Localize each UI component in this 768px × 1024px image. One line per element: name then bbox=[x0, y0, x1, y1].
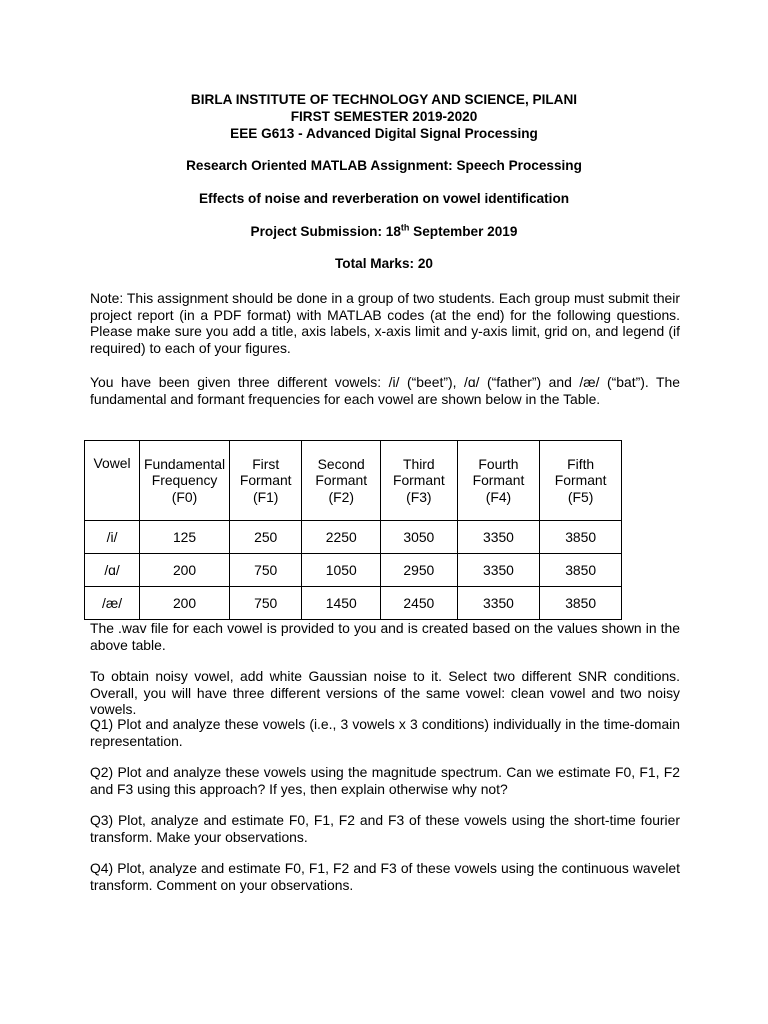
question-text: Q3) Plot, analyze and estimate F0, F1, F2 and F3 of these vowels using the short-time fourier transform. Make your observations. bbox=[90, 812, 680, 845]
table-cell: 3850 bbox=[540, 521, 622, 554]
table-row bbox=[85, 554, 622, 587]
table-cell: 200 bbox=[140, 587, 230, 620]
note-paragraph bbox=[90, 290, 680, 356]
table-cell: 200 bbox=[140, 554, 230, 587]
assignment-title: Research Oriented MATLAB Assignment: Speech Processing bbox=[186, 158, 582, 173]
table-cell: /æ/ bbox=[85, 587, 140, 620]
question-3 bbox=[90, 812, 680, 845]
question-2 bbox=[90, 764, 680, 797]
header-cell-vowel: Vowel bbox=[85, 441, 140, 521]
table-cell: 3350 bbox=[457, 587, 540, 620]
table-cell: /i/ bbox=[85, 521, 140, 554]
intro-paragraph bbox=[90, 374, 680, 407]
table-cell: 3850 bbox=[540, 554, 622, 587]
intro-text: You have been given three different vowels: /i/ (“beet”), /ɑ/ (“father”) and /æ/ (“bat”). The fundamental and formant frequencies for each vowel are shown below in the Table. bbox=[90, 374, 680, 407]
institute-name: BIRLA INSTITUTE OF TECHNOLOGY AND SCIENCE, PILANI bbox=[190, 92, 578, 107]
course-title: EEE G613 - Advanced Digital Signal Processing bbox=[230, 126, 538, 141]
total-marks: Total Marks: 20 bbox=[335, 256, 433, 271]
header-cell-f2: Second Formant (F2) bbox=[302, 441, 381, 521]
question-4 bbox=[90, 860, 680, 893]
submission-date bbox=[0, 223, 768, 241]
table-cell: 2450 bbox=[381, 587, 458, 620]
table-cell: 750 bbox=[229, 587, 301, 620]
wav-text: The .wav file for each vowel is provided to you and is created based on the values shown in the above table. bbox=[90, 620, 680, 653]
header-cell-f3: Third Formant (F3) bbox=[381, 441, 458, 521]
question-1 bbox=[90, 716, 680, 749]
topic-title: Effects of noise and reverberation on vowel identification bbox=[198, 191, 570, 206]
question-text: Q4) Plot, analyze and estimate F0, F1, F2 and F3 of these vowels using the continuous wavelet transform. Comment on your observations. bbox=[90, 860, 680, 893]
header-cell-f1: First Formant (F1) bbox=[229, 441, 301, 521]
submission-superscript: th bbox=[400, 222, 410, 233]
table-cell: 3350 bbox=[457, 521, 540, 554]
header-cell-f4: Fourth Formant (F4) bbox=[457, 441, 540, 521]
table-cell: 3350 bbox=[457, 554, 540, 587]
submission-suffix: September 2019 bbox=[409, 224, 518, 239]
question-text: Q2) Plot and analyze these vowels using the magnitude spectrum. Can we estimate F0, F1, F2 and F3 using this approach? If yes, then explain otherwise why not? bbox=[90, 764, 680, 797]
note-text: Note: This assignment should be done in a group of two students. Each group must submit their project report (in a PDF format) with MATLAB codes (at the end) for the following questions. Please make sure you add a title, axis labels, x-axis limit and y-axis limit, grid on, and legend (if required) to each of your figures. bbox=[90, 290, 680, 356]
table-cell: 250 bbox=[229, 521, 301, 554]
table-cell: 1450 bbox=[302, 587, 381, 620]
semester-line: FIRST SEMESTER 2019-2020 bbox=[290, 109, 478, 124]
question-text: Q1) Plot and analyze these vowels (i.e., 3 vowels x 3 conditions) individually in the time-domain representation. bbox=[90, 716, 680, 749]
table-row bbox=[85, 521, 622, 554]
wav-paragraph bbox=[90, 620, 680, 653]
table-cell: 750 bbox=[229, 554, 301, 587]
table-cell: 3050 bbox=[381, 521, 458, 554]
table-cell: /ɑ/ bbox=[85, 554, 140, 587]
noise-paragraph bbox=[90, 668, 680, 718]
noise-text: To obtain noisy vowel, add white Gaussian noise to it. Select two different SNR conditions. Overall, you will have three different versions of the same vowel: clean vowel and two noisy vowels. bbox=[90, 668, 680, 717]
table-cell: 125 bbox=[140, 521, 230, 554]
formant-table bbox=[84, 440, 622, 620]
submission-prefix: Project Submission: 18 bbox=[250, 224, 401, 239]
table-cell: 3850 bbox=[540, 587, 622, 620]
table-cell: 2950 bbox=[381, 554, 458, 587]
table-cell: 2250 bbox=[302, 521, 381, 554]
table-row bbox=[85, 587, 622, 620]
header-cell-f5: Fifth Formant (F5) bbox=[540, 441, 622, 521]
table-cell: 1050 bbox=[302, 554, 381, 587]
header-cell-f0: Fundamental Frequency (F0) bbox=[140, 441, 230, 521]
table-header-row bbox=[85, 441, 622, 521]
